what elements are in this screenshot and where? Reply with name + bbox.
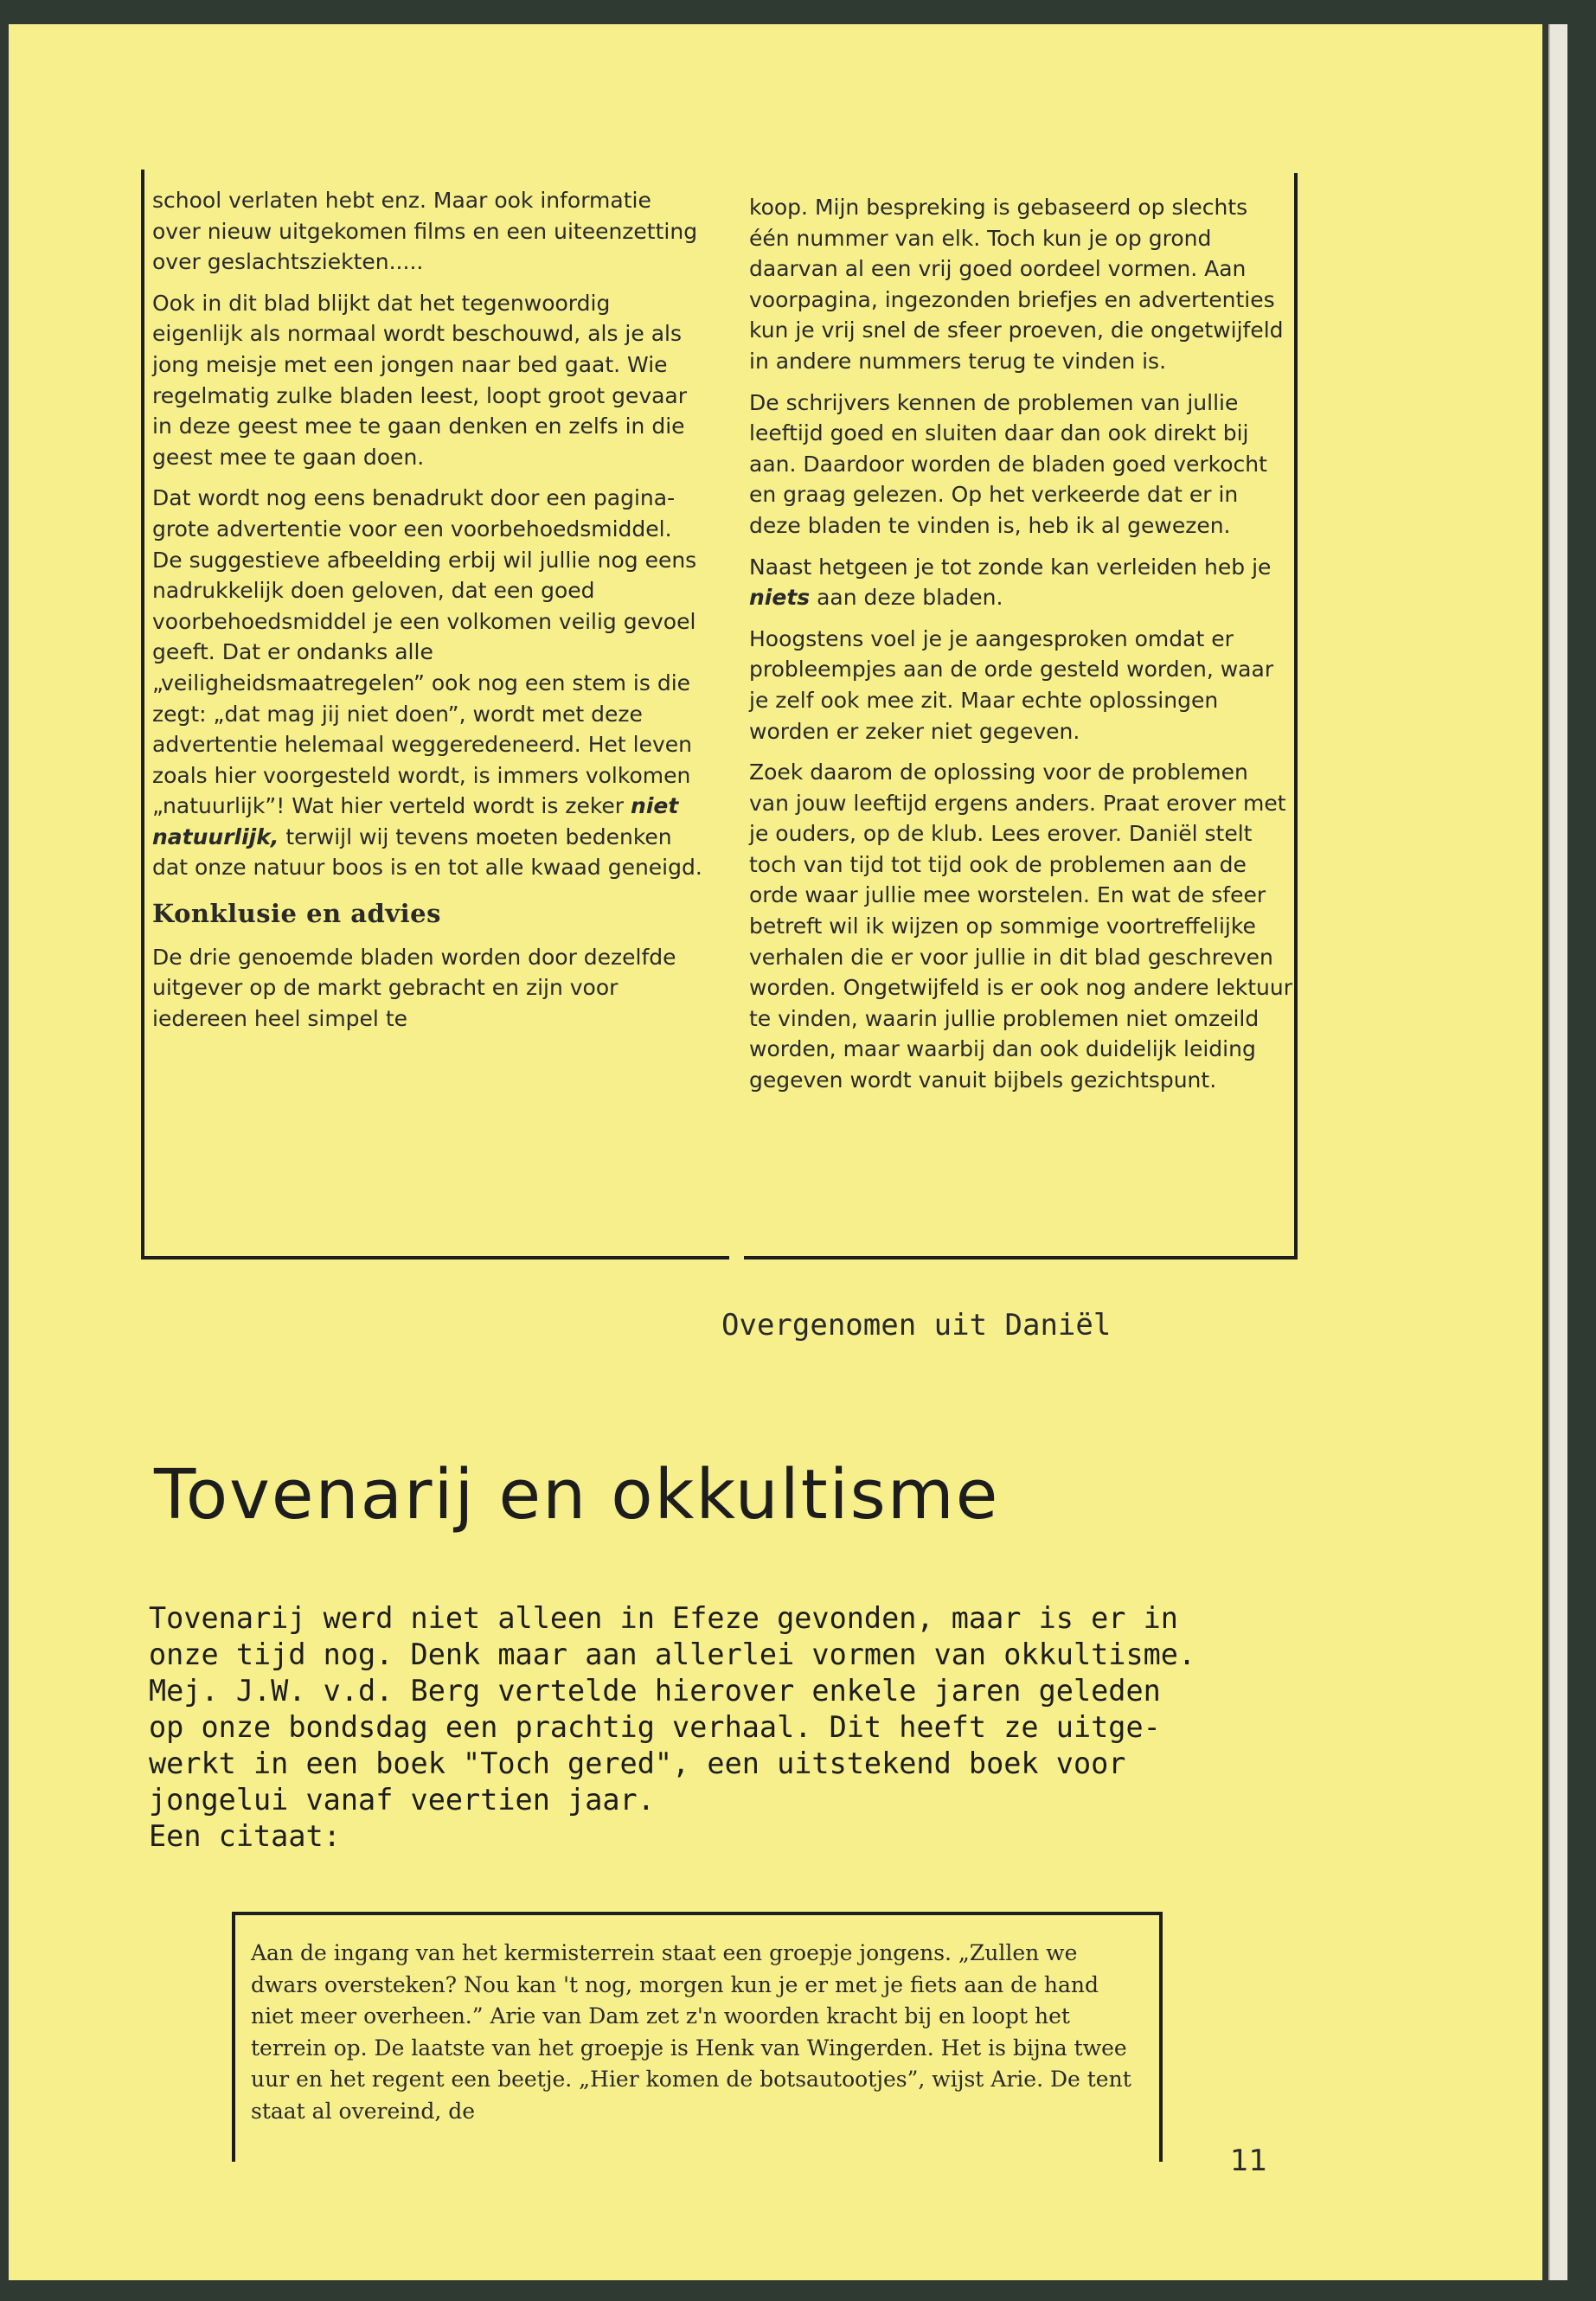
paragraph: Hoogstens voel je je aangesproken omdat er probleempjes aan de orde gesteld worden, waar je zelf ook mee zit. Maar echte oplossingen worden er zeker niet gegeven. <box>749 625 1274 744</box>
intro-line: jongelui vanaf veertien jaar. <box>149 1783 655 1817</box>
text-run: Dat wordt nog eens benadrukt door een pagina-grote advertentie voor een voorbehoedsmiddel. De suggestieve afbeelding erbij wil jullie nog eens nadrukkelijk doen geloven, dat een goed voorbehoedsmiddel je een volkomen veilig gevoel geeft. Dat er ondanks alle „veiligheidsmaatregelen” ook nog een stem is die zegt: „dat mag jij niet doen”, wordt met deze advertentie helemaal weggeredeneerd. Het leven zoals hier voorgesteld wordt, is immers volkomen „natuurlijk”! Wat hier verteld wordt is zeker <box>152 485 697 819</box>
left-column-rule <box>141 170 144 1259</box>
intro-line: werkt in een boek "Toch gered", een uitstekend boek voor <box>149 1747 1126 1780</box>
left-column-bottom-rule <box>141 1256 729 1259</box>
intro-line: Mej. J.W. v.d. Berg vertelde hierover enkele jaren geleden <box>149 1674 1161 1708</box>
paragraph: De drie genoemde bladen worden door dezelfde uitgever op de markt gebracht en zijn voor iedereen heel simpel te <box>152 944 676 1031</box>
section-heading: Konklusie en advies <box>152 899 441 929</box>
paragraph: Zoek daarom de oplossing voor de problemen van jouw leeftijd ergens anders. Praat erover met je ouders, op de klub. Lees erover. Daniël stelt toch van tijd tot tijd ook de problemen aan de orde waar jullie mee worstelen. En wat de sfeer betreft wil ik wijzen op sommige voortreffelijke verhalen die er voor jullie in dit blad geschreven worden. Ongetwijfeld is er ook nog andere lektuur te vinden, waarin jullie problemen niet omzeild worden, maar waarbij dan ook duidelijk leiding gegeven wordt vanuit bijbels gezichtspunt. <box>749 760 1292 1093</box>
intro-line: onze tijd nog. Denk maar aan allerlei vormen van okkultisme. <box>149 1638 1196 1671</box>
intro-line: op onze bondsdag een prachtig verhaal. Dit heeft ze uitge- <box>149 1710 1161 1744</box>
article-title: Tovenarij en okkultisme <box>154 1455 1000 1535</box>
quote-text: Aan de ingang van het kermisterrein staat een groepje jongens. „Zullen we dwars oversteken? Nou kan 't nog, morgen kun je er met je fiets aan de hand niet meer overheen.” Arie van Dam zet z'n woorden kracht bij en loopt het terrein op. De laatste van het groepje is Henk van Wingerden. Het is bijna twee uur en het regent een beetje. „Hier komen de botsautootjes”, wijst Arie. De tent staat al overeind, de <box>251 1940 1131 2124</box>
intro-line: Tovenarij werd niet alleen in Efeze gevonden, maar is er in <box>149 1601 1178 1635</box>
paragraph <box>749 552 1294 613</box>
right-column-bottom-rule <box>744 1256 1298 1259</box>
text-run: terwijl wij tevens moeten bedenken dat onze natuur boos is en tot alle kwaad geneigd. <box>152 824 702 881</box>
right-column <box>749 192 1294 1106</box>
page-number: 11 <box>1230 2144 1268 2178</box>
paragraph: De schrijvers kennen de problemen van jullie leeftijd goed en sluiten daar dan ook direkt bij aan. Daardoor worden de bladen goed verkocht en graag gelezen. Op het verkeerde dat er in deze bladen te vinden is, heb ik al gewezen. <box>749 389 1267 538</box>
emphasis-text: niet natuurlijk, <box>152 793 679 849</box>
intro-text <box>149 1600 1308 1855</box>
page-edge <box>1548 24 1567 2280</box>
paragraph: Ook in dit blad blijkt dat het tegenwoordig eigenlijk als normaal wordt beschouwd, als je als jong meisje met een jongen naar bed gaat. Wie regelmatig zulke bladen leest, loopt groot gevaar in deze geest mee te gaan denken en zelfs in die geest mee te gaan doen. <box>152 290 688 470</box>
left-column <box>152 185 706 1044</box>
right-column-rule <box>1294 173 1298 1259</box>
text-run: aan deze bladen. <box>810 585 1003 611</box>
source-credit: Overgenomen uit Daniël <box>721 1308 1112 1343</box>
paragraph <box>152 483 706 883</box>
intro-line: Een citaat: <box>149 1819 341 1853</box>
text-run: Naast hetgeen je tot zonde kan verleiden heb je <box>749 554 1272 580</box>
paragraph: school verlaten hebt enz. Maar ook informatie over nieuw uitgekomen films en een uiteenzetting over geslachtsziekten..... <box>152 188 698 275</box>
paragraph: koop. Mijn bespreking is gebaseerd op slechts één nummer van elk. Toch kun je op grond daarvan al een vrij goed oordeel vormen. Aan voorpagina, ingezonden briefjes en advertenties kun je vrij snel de sfeer proeven, die ongetwijfeld in andere nummers terug te vinden is. <box>749 195 1284 374</box>
emphasis-text: niets <box>749 585 811 611</box>
